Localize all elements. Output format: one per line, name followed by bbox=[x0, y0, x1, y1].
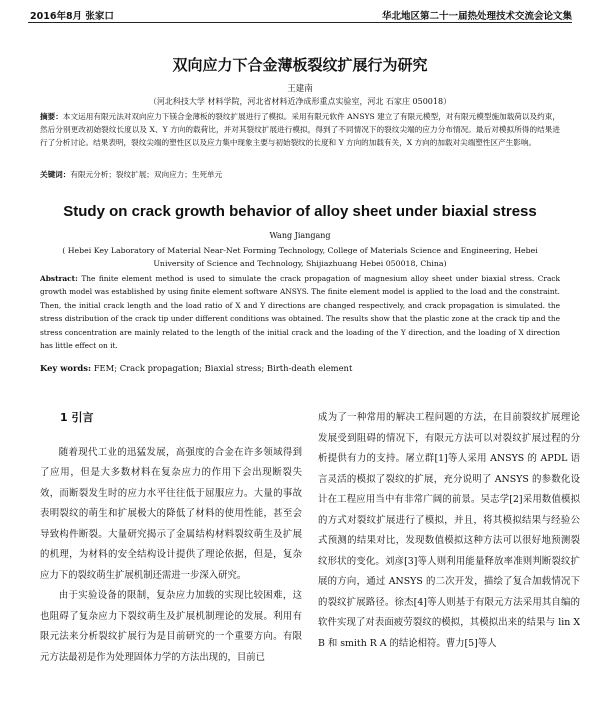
chinese-abstract bbox=[40, 110, 560, 150]
english-affiliation: ( Hebei Key Laboratory of Material Near-Net Forming Technology, College of Materials Science and Engineering, Hebei University of Science and Technology, Shijiazhuang Hebei 050018, China) bbox=[62, 246, 538, 268]
body-paragraph: 成为了一种常用的解决工程问题的方法，在目前裂纹扩展理论发展受到阻碍的情况下，有限元方法可以对裂纹扩展过程的分析提供有力的支持。屠立群[1]等人采用 ANSYS 的 APDL 语言灵活的模拟了裂纹的扩展，充分说明了 ANSYS 的参数化设计在工程应用当中有非常广阔的前景。吴志学[2]采用数值模拟的方式对裂纹扩展进行了模拟，并且，将其模拟结果与经验公式预测的结果对比，发现数值模拟这种方法可以很好地预测裂纹形状的变化。刘彦[3]等人则利用能量释放率准则判断裂纹扩展的方向，通过 ANSYS 的二次开发，描绘了复合加载情况下的裂纹扩展路径。徐杰[4]等人则基于有限元方法采用其自编的软件实现了对表面疲劳裂纹的模拟，其模拟出来的结果与 lin X B 和 smith R A 的结论相符。曹力[5]等人 bbox=[318, 412, 580, 649]
chinese-author: 王建南 bbox=[287, 84, 313, 94]
header-rule bbox=[28, 22, 572, 23]
chinese-keywords-text: 有限元分析；裂纹扩展；双向应力；生死单元 bbox=[70, 170, 223, 179]
chinese-keywords-label: 关键词： bbox=[40, 170, 71, 179]
chinese-abstract-text: 本文运用有限元法对双向应力下镁合金薄板的裂纹扩展进行了模拟。采用有限元软件 ANSYS 建立了有限元模型，对有限元模型施加载荷以及约束，然后分别更改初始裂纹长度以及 X、Y 方向的载荷比，并对其裂纹扩展进行模拟，得到了不同情况下的裂纹尖端的应力分布情况。最后对模拟所得的结果进行了分析讨论。结果表明，裂纹尖端的塑性区以及应力集中现象主要与初始裂纹的长度和 Y 方向的加载有关，X 方向的加载对尖端塑性区产生影响。 bbox=[40, 112, 560, 148]
english-keywords bbox=[40, 362, 560, 375]
section-title: 1 引言 bbox=[60, 411, 94, 424]
body-paragraph: 随着现代工业的迅猛发展，高强度的合金在许多领域得到了应用，但是大多数材料在复杂应力的作用下会出现断裂失效，而断裂发生时的应力水平往往低于屈服应力。大量的事故表明裂纹的萌生和扩展极大的降低了材料的使用性能，甚至会导致构件断裂。大量研究揭示了金属结构材料裂纹萌生及扩展的机理，为材料的安全结构设计提供了理论依据，但是，复杂应力下的裂纹萌生扩展机制还需进一步深入研究。 bbox=[40, 446, 302, 581]
header-right: 华北地区第二十一届热处理技术交流会论文集 bbox=[381, 11, 572, 22]
english-keywords-text: FEM; Crack propagation; Biaxial stress; Birth-death element bbox=[93, 363, 353, 373]
english-author: Wang Jiangang bbox=[269, 231, 331, 240]
running-header bbox=[30, 8, 572, 22]
header-left: 2016年8月 张家口 bbox=[30, 11, 114, 22]
chinese-affiliation: （河北科技大学 材料学院，河北省材料近净成形重点实验室，河北 石家庄 050018） bbox=[148, 97, 452, 106]
english-keywords-label: Key words: bbox=[40, 363, 92, 373]
english-title: Study on crack growth behavior of alloy sheet under biaxial stress bbox=[63, 203, 537, 220]
body-paragraph: 由于实验设备的限制，复杂应力加载的实现比较困难，这也阻碍了复杂应力下裂纹萌生及扩展机制理论的发展。利用有限元法来分析裂纹扩展行为是目前研究的一个重要方向。有限元方法最初是作为处理固体力学的方法出现的，目前已 bbox=[40, 590, 302, 663]
english-abstract-label: Abstract: bbox=[40, 274, 78, 283]
chinese-keywords bbox=[40, 168, 560, 181]
english-abstract bbox=[40, 272, 560, 352]
body-right-column bbox=[318, 408, 580, 654]
body-left-column bbox=[40, 408, 302, 668]
chinese-abstract-label: 摘要： bbox=[40, 112, 63, 121]
english-abstract-text: The finite element method is used to simulate the crack propagation of magnesium alloy sheet under biaxial stress. Crack growth model was established by using finite element software ANSYS. The finite element model is applied to the load and the constraint. Then, the initial crack length and the load ratio of X and Y directions are changed respectively, and crack propagation is simulated. the stress distribution of the crack tip under different conditions was obtained. The results show that the plastic zone at the crack tip and the stress concentration are mainly related to the length of the initial crack and the loading of the Y direction, and the loading of X direction has little effect on it. bbox=[40, 274, 560, 351]
chinese-title: 双向应力下合金薄板裂纹扩展行为研究 bbox=[172, 56, 428, 74]
